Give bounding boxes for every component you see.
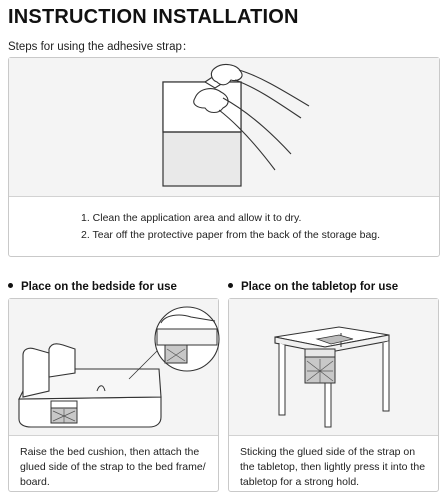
bedside-caption: Raise the bed cushion, then attach the glued side of the strap to the bed frame/ board. — [20, 446, 206, 488]
tabletop-heading-text: Place on the tabletop for use — [241, 281, 399, 293]
table-storage-icon — [229, 299, 440, 435]
step-item: 2. Tear off the protective paper from the back of the storage bag. — [81, 229, 381, 241]
panel-divider — [9, 435, 218, 436]
bed-storage-icon — [9, 299, 220, 435]
bedside-illustration-area — [9, 299, 218, 435]
bedside-heading — [8, 281, 177, 293]
tabletop-illustration-area — [229, 299, 438, 435]
hands-peeling-icon — [9, 58, 441, 196]
peeling-illustration-area — [9, 58, 439, 196]
strap-steps-panel — [8, 57, 440, 257]
page-subtitle: Steps for using the adhesive strap： — [8, 41, 194, 53]
tabletop-caption: Sticking the glued side of the strap on the tabletop, then lightly press it into the tabletop for a strong hold. — [240, 446, 426, 488]
tabletop-heading — [228, 281, 398, 293]
step-item: 1. Clean the application area and allow it to dry. — [81, 212, 302, 224]
bullet-icon — [228, 283, 233, 288]
panel-divider — [229, 435, 438, 436]
bullet-icon — [8, 283, 13, 288]
panel-divider — [9, 196, 439, 197]
bedside-panel — [8, 298, 219, 492]
bedside-heading-text: Place on the bedside for use — [21, 281, 177, 293]
page-title: INSTRUCTION INSTALLATION — [8, 6, 299, 28]
steps-list — [81, 210, 380, 244]
tabletop-panel — [228, 298, 439, 492]
